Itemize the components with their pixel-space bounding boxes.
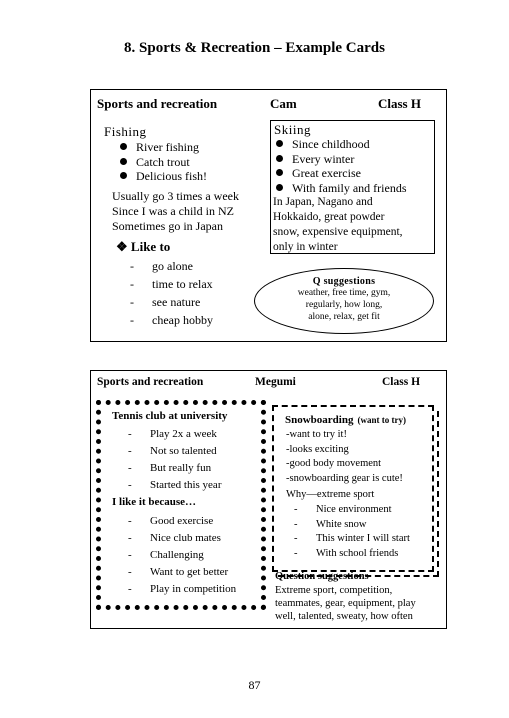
page-number: 87 xyxy=(248,678,261,692)
list-item: - Challenging xyxy=(128,549,204,561)
snowboarding-lines: -want to try it! -looks exciting -good body movement -snowboarding gear is cute! xyxy=(286,429,403,484)
skiing-lines: In Japan, Nagano and Hokkaido, great powder snow, expensive equipment, only in winter xyxy=(273,196,403,253)
list-item: With family and friends xyxy=(274,181,407,196)
snowboarding-list xyxy=(294,503,410,561)
card1-class: Class H xyxy=(378,96,421,111)
list-item: - But really fun xyxy=(128,462,212,474)
list-item: River fishing xyxy=(118,140,207,155)
list-item: Catch trout xyxy=(118,155,207,170)
bullet-icon xyxy=(120,172,127,179)
q-suggestions-ellipse xyxy=(254,268,434,334)
list-item: - White snow xyxy=(294,518,367,530)
list-item: - see nature xyxy=(130,295,201,309)
bullet-icon xyxy=(276,184,283,191)
list-item: - Not so talented xyxy=(128,445,217,457)
list-item: - cheap hobby xyxy=(130,313,213,327)
q-suggestions-lines: weather, free time, gym, regularly, how long, alone, relax, get fit xyxy=(297,288,391,322)
list-item: - Play in competition xyxy=(128,583,237,595)
card1-topic: Sports and recreation xyxy=(97,96,218,111)
list-item: - This winter I will start xyxy=(294,533,410,544)
list-item: - Good exercise xyxy=(128,515,214,527)
bullet-icon xyxy=(120,143,127,150)
fishing-list xyxy=(118,140,207,184)
card2-topic: Sports and recreation xyxy=(97,376,204,388)
list-item: Great exercise xyxy=(274,166,407,181)
fishing-lines: Usually go 3 times a week Since I was a child in NZ Sometimes go in Japan xyxy=(112,189,239,233)
list-item: - Nice environment xyxy=(294,504,392,515)
bullet-icon xyxy=(276,155,283,162)
list-item: Delicious fish! xyxy=(118,169,207,184)
snowboarding-heading: Snowboarding (want to try) xyxy=(285,414,406,426)
skiing-list xyxy=(274,137,407,195)
list-item: - Play 2x a week xyxy=(128,428,217,440)
list-item: - With school friends xyxy=(294,547,399,559)
list-item: - time to relax xyxy=(130,277,213,291)
snowboarding-why: Why—extreme sport xyxy=(286,489,375,500)
skiing-heading: Skiing xyxy=(274,122,311,137)
card1-name: Cam xyxy=(270,96,297,111)
question-suggestions-heading: Question suggestions xyxy=(275,571,369,582)
list-item: - Want to get better xyxy=(128,566,229,578)
list-item: Every winter xyxy=(274,152,407,167)
card2-name: Megumi xyxy=(255,376,296,388)
question-suggestions-lines: Extreme sport, competition, teammates, gear, equipment, play well, talented, sweaty, how often xyxy=(275,585,416,622)
fishing-heading: Fishing xyxy=(104,124,147,139)
bullet-icon xyxy=(276,169,283,176)
bullet-icon xyxy=(120,158,127,165)
like-to-heading: ❖ Like to xyxy=(116,239,171,254)
bullet-icon xyxy=(276,140,283,147)
list-item: - go alone xyxy=(130,259,193,273)
like-it-heading: I like it because… xyxy=(112,496,197,508)
page-title: 8. Sports & Recreation – Example Cards xyxy=(124,40,385,56)
like-it-list xyxy=(128,513,236,598)
list-item: Since childhood xyxy=(274,137,407,152)
q-suggestions-heading: Q suggestions xyxy=(312,276,376,287)
diamond-icon: ❖ xyxy=(116,239,128,254)
tennis-list xyxy=(128,426,221,494)
like-to-list xyxy=(130,257,213,329)
tennis-heading: Tennis club at university xyxy=(112,410,228,422)
list-item: - Started this year xyxy=(128,479,222,491)
list-item: - Nice club mates xyxy=(128,532,221,544)
card2-class: Class H xyxy=(382,376,421,388)
